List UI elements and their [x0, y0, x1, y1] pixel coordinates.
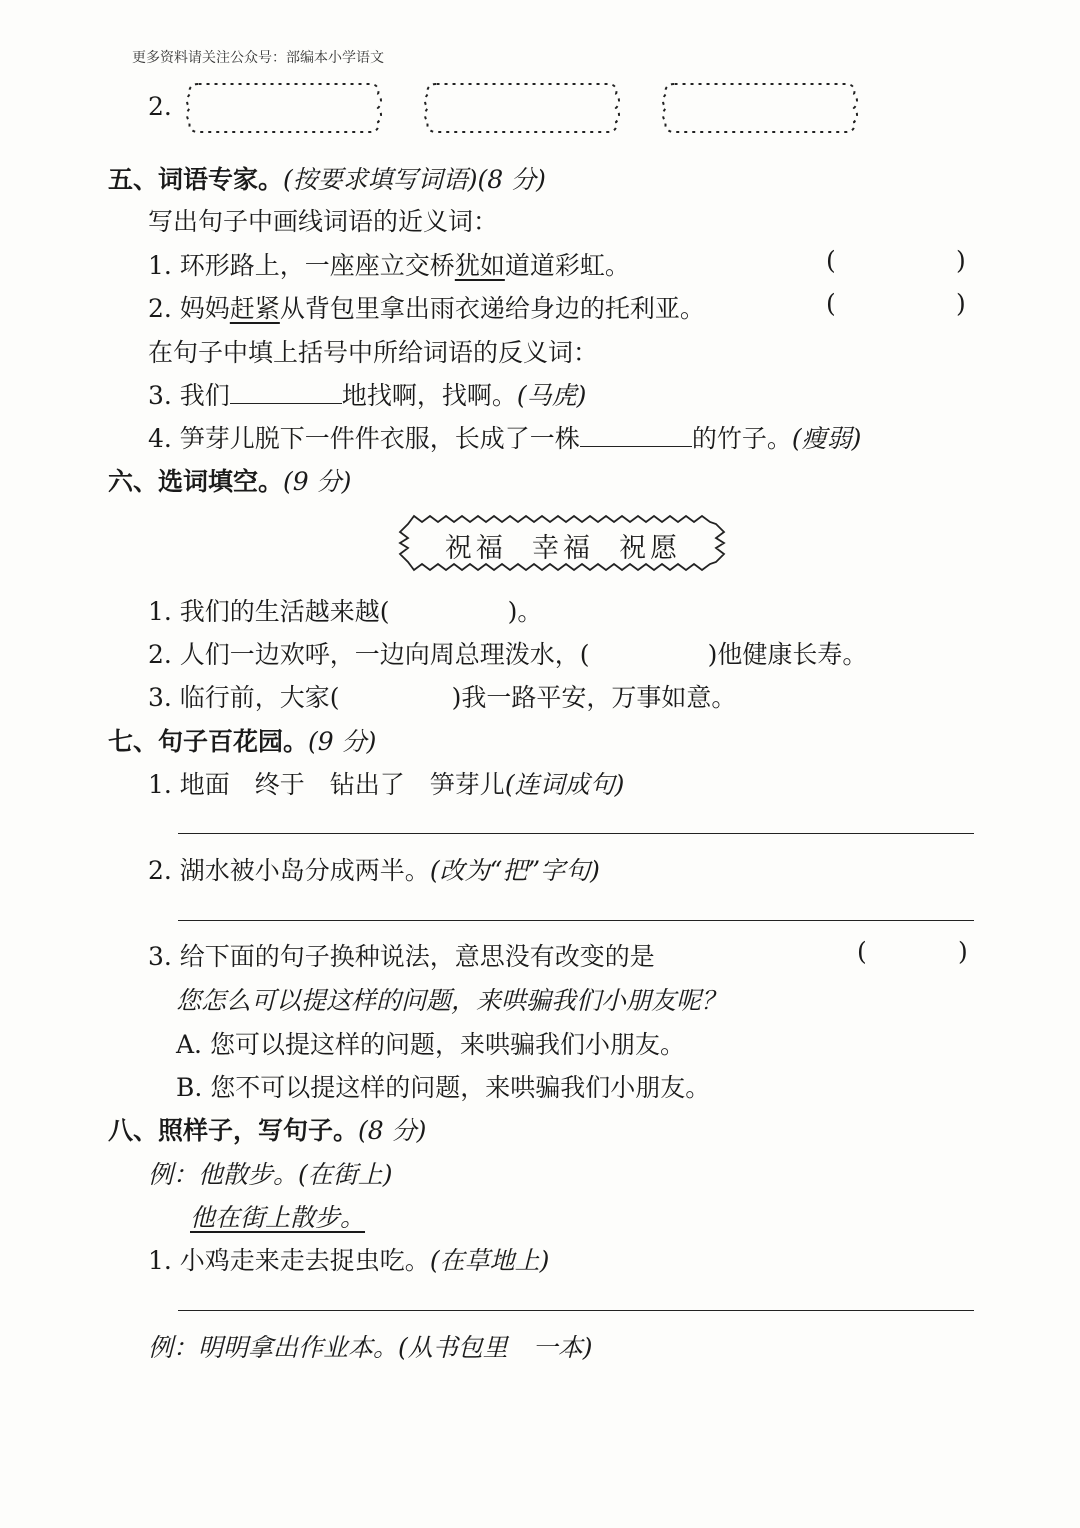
s5-item-2-underlined: 赶紧 — [229, 294, 280, 323]
s7-item-2-answer-line[interactable] — [178, 920, 974, 921]
s7-item-1-hint: (连词成句) — [504, 770, 625, 799]
s5-instruction-2: 在句子中填上括号中所给词语的反义词： — [148, 338, 599, 367]
s5-item-1-paren-close: ) — [956, 246, 966, 275]
section-5-heading: 五、词语专家。 — [108, 165, 284, 194]
section-5-note: (按要求填写词语)(8 分) — [283, 165, 546, 194]
s5-item-2-paren-open: ( — [826, 289, 836, 318]
section-6-title — [108, 462, 351, 498]
s6-item-3 — [148, 678, 736, 714]
section-8-title — [108, 1111, 426, 1147]
s8-item-1-answer-line[interactable] — [178, 1310, 974, 1311]
s6-item-3-post: )我一路平安，万事如意。 — [451, 683, 737, 712]
s5-item-4-pre: 4. 笋芽儿脱下一件件衣服，长成了一株 — [148, 424, 580, 453]
s5-item-3-hint: (马虎) — [516, 381, 587, 410]
s7-item-1-words: 1. 地面 终于 钻出了 笋芽儿 — [148, 770, 505, 799]
s5-item-3 — [148, 376, 586, 412]
word-bank: 祝福 幸福 祝愿 — [444, 533, 682, 564]
s5-item-2-pre: 2. 妈妈 — [148, 294, 230, 323]
s8-item-1-sentence: 1. 小鸡走来走去捉虫吃。 — [148, 1246, 430, 1275]
s5-item-4-post: 的竹子。 — [691, 424, 792, 453]
section-7-heading: 七、句子百花园。 — [108, 727, 309, 756]
s7-item-2 — [148, 851, 600, 887]
header-note: 更多资料请关注公众号：部编本小学语文 — [132, 50, 384, 66]
s7-item-2-hint: (改为“把”字句) — [429, 856, 600, 885]
s6-item-1 — [148, 592, 542, 628]
s7-item-3-paren-close: ) — [958, 937, 968, 966]
s6-item-2-pre: 2. 人们一边欢呼，一边向周总理泼水，( — [148, 640, 590, 669]
s5-item-2-answer[interactable] — [846, 293, 946, 321]
s6-item-3-pre: 3. 临行前，大家( — [148, 683, 340, 712]
section-6-note: (9 分) — [283, 467, 352, 496]
s8-item-1 — [148, 1241, 549, 1277]
s5-item-2 — [148, 289, 705, 325]
s5-item-3-post: 地找啊，找啊。 — [341, 381, 517, 410]
s7-item-2-sentence: 2. 湖水被小岛分成两半。 — [148, 856, 430, 885]
s8-item-1-hint: (在草地上) — [429, 1246, 550, 1275]
s5-item-1-post: 道道彩虹。 — [504, 251, 630, 280]
s7-item-3-paren-open: ( — [857, 937, 867, 966]
s8-example-1-answer: 他在街上散步。 — [190, 1203, 366, 1232]
s5-item-2-paren-close: ) — [956, 289, 966, 318]
s7-item-1 — [148, 765, 624, 801]
s5-item-4-hint: (瘦弱) — [791, 424, 862, 453]
section-6-heading: 六、选词填空。 — [108, 467, 284, 496]
s5-item-1 — [148, 246, 630, 282]
s5-item-3-pre: 3. 我们 — [148, 381, 230, 410]
s6-item-1-post: )。 — [507, 597, 543, 626]
s7-item-3-question: 您怎么可以提这样的问题，来哄骗我们小朋友呢？ — [176, 986, 727, 1015]
s7-item-3: 3. 给下面的句子换种说法，意思没有改变的是 — [148, 942, 655, 971]
answer-box-3[interactable] — [660, 78, 860, 138]
s5-item-4 — [148, 419, 861, 455]
section-7-title — [108, 722, 376, 758]
s5-item-4-blank[interactable] — [580, 424, 692, 447]
section-8-heading: 八、照样子，写句子。 — [108, 1116, 359, 1145]
s5-item-1-answer[interactable] — [846, 250, 946, 278]
s6-item-1-pre: 1. 我们的生活越来越( — [148, 597, 390, 626]
s5-instruction-1: 写出句子中画线词语的近义词： — [148, 207, 499, 236]
s7-item-1-answer-line[interactable] — [178, 833, 974, 834]
section-7-note: (9 分) — [308, 727, 377, 756]
s7-option-a: A. 您可以提这样的问题，来哄骗我们小朋友。 — [176, 1030, 685, 1059]
s7-item-3-answer[interactable] — [876, 941, 952, 969]
s5-item-3-blank[interactable] — [230, 381, 342, 404]
s6-item-2-post: )他健康长寿。 — [707, 640, 868, 669]
s5-item-1-pre: 1. 环形路上，一座座立交桥 — [148, 251, 455, 280]
s5-item-1-paren-open: ( — [826, 246, 836, 275]
answer-box-2[interactable] — [422, 78, 622, 138]
q4-item-2-label: 2. — [148, 92, 172, 121]
s8-example-2: 例：明明拿出作业本。(从书包里 一本) — [148, 1333, 593, 1362]
s5-item-1-underlined: 犹如 — [454, 251, 505, 280]
s7-option-b: B. 您不可以提这样的问题，来哄骗我们小朋友。 — [176, 1073, 711, 1102]
s5-item-2-post: 从背包里拿出雨衣递给身边的托利亚。 — [279, 294, 705, 323]
answer-box-1[interactable] — [184, 78, 384, 138]
section-5-title — [108, 160, 546, 196]
section-8-note: (8 分) — [358, 1116, 427, 1145]
s6-item-2 — [148, 635, 867, 671]
s8-example-1: 例：他散步。(在街上) — [148, 1160, 393, 1189]
